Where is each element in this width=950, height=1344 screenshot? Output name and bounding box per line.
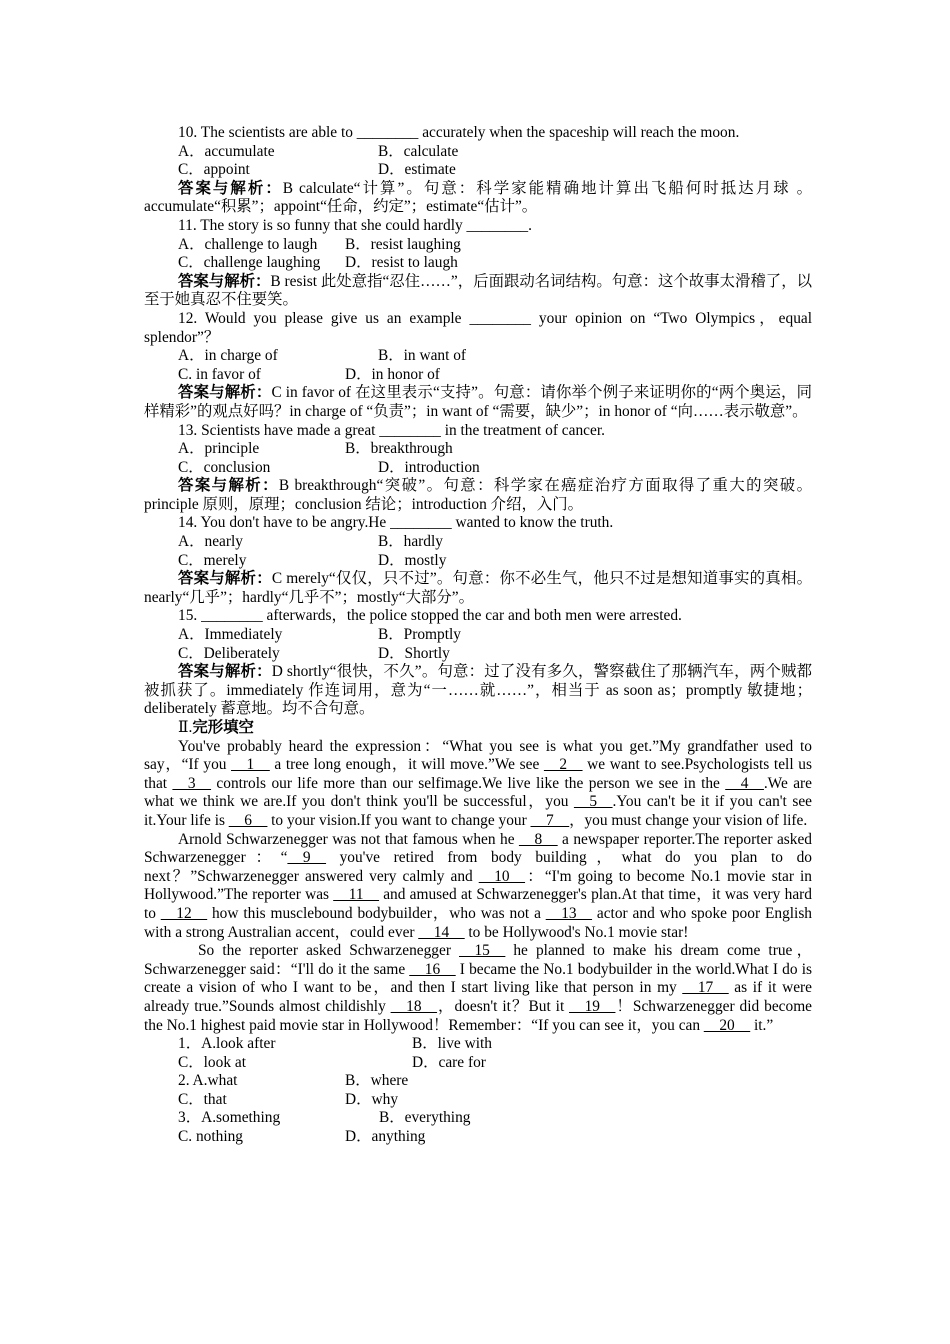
passage-text: actor and who spoke poor English with a strong Australian accent，could ever: [144, 904, 812, 941]
passage-text: ！Schwarzenegger did become the No.1 highest paid movie star in Hollywood！Remember：“If you can see it，you can: [144, 997, 813, 1034]
blank: __15__: [459, 942, 506, 960]
question-13-options-row-1: [144, 440, 812, 459]
option: B．Promptly: [378, 626, 461, 644]
question-12-options-row-1: [144, 347, 812, 366]
option: A．principle: [178, 440, 260, 458]
option: B．everything: [379, 1109, 471, 1127]
question-14-options-row-1: [144, 533, 812, 552]
option: D．estimate: [378, 161, 456, 179]
passage-text: .You can't be it if you can't see it.Your life is: [144, 793, 813, 829]
question-15-options-row-1: [144, 626, 812, 645]
passage-text: as if it were already true.”Sounds almost childishly: [144, 979, 812, 1015]
passage-text: I became the No.1 bodybuilder in the world.What I do is create a vision of who I want to be，and then I start living like that person in my: [144, 960, 812, 997]
document-page: [144, 124, 812, 1147]
cloze-2-options-row-2: [144, 1091, 812, 1110]
option: B．hardly: [378, 533, 443, 551]
option: D．anything: [345, 1128, 426, 1146]
option: 1．A.look after: [178, 1035, 276, 1053]
answer-label: 答案与解析：: [178, 179, 283, 197]
option: B．resist laughing: [345, 235, 461, 253]
section-roman: Ⅱ.: [178, 719, 193, 736]
option: 3．A.something: [178, 1109, 281, 1127]
option: D．Shortly: [378, 644, 450, 662]
option: C. nothing: [178, 1128, 243, 1146]
option: D．introduction: [378, 458, 480, 476]
question-13-stem: 13. Scientists have made a great ________ in the treatment of cancer.: [178, 421, 605, 439]
option: D．mostly: [378, 551, 447, 569]
option: C．challenge laughing: [178, 254, 321, 272]
question-13-answer: [144, 477, 812, 514]
cloze-3-options-row-2: [144, 1128, 812, 1147]
question-15-options-row-2: [144, 645, 812, 664]
passage-text: You've probably heard the expression：“What you see is what you get.”My grandfather used to say，“If you: [144, 737, 812, 774]
question-15-answer: [144, 663, 812, 719]
passage-text: he planned to make his dream come true，Schwarzenegger said：“I'll do it the same: [144, 942, 812, 978]
question-12-answer: [144, 384, 812, 421]
question-15-stem: 15. ________ afterwards，the police stopped the car and both men were arrested.: [178, 607, 682, 625]
answer-text: C in favor of 在这里表示“支持”。句意：请你举个例子来证明你的“两个奥运，同样精彩”的观点好吗？in charge of “负责”；in want of “需要，缺少”；in honor of “向……表示敬意”。: [144, 384, 812, 420]
passage-text: ，you must change your vision of life.: [569, 811, 808, 829]
option: B．breakthrough: [345, 440, 453, 458]
blank: __10__: [478, 867, 525, 885]
passage-paragraph-2: [144, 831, 812, 943]
answer-text: B calculate“计算”。句意：科学家能精确地计算出飞船何时抵达月球 。accumulate“积累”；appoint“任命，约定”；estimate“估计”。: [144, 179, 812, 216]
question-13-options-row-2: [144, 459, 812, 478]
blank: __11__: [333, 886, 379, 904]
question-11-options-row-1: [144, 236, 812, 255]
passage-text: Arnold Schwarzenegger was not that famous when he: [178, 830, 520, 848]
passage-text: it.”: [750, 1016, 774, 1034]
question-14-stem: 14. You don't have to be angry.He ________ wanted to know the truth.: [178, 514, 614, 532]
cloze-3-options-row-1: [144, 1109, 812, 1128]
answer-text: C merely“仅仅，只不过”。句意：你不必生气，他只不过是想知道事实的真相。nearly“几乎”；hardly“几乎不”；mostly“大部分”。: [144, 570, 812, 606]
passage-text: .We are what we think we are.If you don't think you'll be successful，you: [144, 774, 813, 811]
question-10-answer: [144, 180, 812, 217]
option: A．accumulate: [178, 142, 275, 160]
blank: __9__: [287, 849, 326, 867]
blank: __18__: [390, 997, 437, 1015]
option: C. in favor of: [178, 365, 261, 383]
passage-text: to your vision.If you want to change your: [267, 811, 531, 829]
question-10-stem: 10. The scientists are able to ________ accurately when the spaceship will reach the moon.: [178, 124, 740, 141]
blank: __19__: [569, 997, 616, 1015]
option: C．merely: [178, 551, 247, 569]
option: C．conclusion: [178, 458, 271, 476]
answer-label: 答案与解析：: [178, 663, 272, 681]
passage-text: we want to see.Psychologists tell us that: [144, 756, 812, 792]
cloze-2-options-row-1: [144, 1072, 812, 1091]
option: A．Immediately: [178, 626, 283, 644]
option: A．in charge of: [178, 347, 278, 365]
option: D．in honor of: [345, 365, 440, 383]
option: D．resist to laugh: [345, 254, 458, 272]
option: 2. A.what: [178, 1072, 238, 1090]
passage-text: you've retired from body building，what do you plan to do next？”Schwarzenegger answered very calmly and: [144, 849, 812, 885]
answer-text: B breakthrough“突破”。句意：科学家在癌症治疗方面取得了重大的突破。principle 原则，原理；conclusion 结论；introduction 介绍，入门。: [144, 477, 812, 513]
blank: __4__: [725, 774, 764, 792]
question-10-options-row-2: [144, 161, 812, 180]
blank: __16__: [409, 960, 456, 978]
blank: __7__: [530, 811, 570, 829]
question-11-stem: 11. The story is so funny that she could hardly ________.: [178, 216, 532, 234]
answer-text: D shortly“很快，不久”。句意：过了没有多久，警察截住了那辆汽车，两个贼都被抓获了。immediately 作连词用，意为“一……就……”，相当于 as soon as；promptly 敏捷地；deliberately 蓄意地。均不合句意。: [144, 663, 812, 718]
passage-paragraph-3: [144, 942, 812, 1035]
passage-text: So the reporter asked Schwarzenegger: [198, 942, 460, 960]
option: B．in want of: [378, 347, 467, 365]
option: A．nearly: [178, 533, 243, 551]
blank: __13__: [545, 904, 592, 922]
blank: __8__: [519, 830, 558, 848]
option: C．appoint: [178, 161, 250, 179]
option: A．challenge to laugh: [178, 235, 318, 253]
passage-text: to be Hollywood's No.1 movie star!: [464, 923, 689, 941]
question-14-answer: [144, 570, 812, 607]
question-11-options-row-2: [144, 254, 812, 273]
answer-label: 答案与解析：: [178, 384, 272, 402]
question-14-options-row-2: [144, 552, 812, 571]
question-12-stem: 12. Would you please give us an example ________ your opinion on “Two Olympics，equal splendor”？: [144, 309, 812, 346]
passage-text: ：“I'm going to become No.1 movie star in Hollywood.”The reporter was: [144, 867, 812, 904]
blank: __1__: [231, 756, 270, 774]
answer-label: 答案与解析：: [178, 570, 272, 588]
blank: __6__: [228, 811, 268, 829]
blank: __5__: [574, 793, 613, 811]
passage-text: ，doesn't it？But it: [436, 997, 570, 1015]
option: B．live with: [412, 1035, 492, 1053]
option: B．calculate: [378, 142, 459, 160]
answer-label: 答案与解析：: [178, 477, 279, 495]
answer-label: 答案与解析：: [178, 272, 271, 290]
blank: __14__: [418, 923, 465, 941]
option: D．care for: [412, 1053, 486, 1071]
passage-paragraph-1: [144, 738, 812, 831]
option: C．Deliberately: [178, 644, 280, 662]
passage-text: a newspaper reporter.The reporter asked Schwarzenegger：“: [144, 830, 812, 867]
option: C．look at: [178, 1053, 246, 1071]
section-heading: [144, 719, 812, 738]
option: D．why: [345, 1090, 399, 1108]
passage-text: a tree long enough，it will move.”We see: [269, 756, 544, 774]
question-11-answer: [144, 273, 812, 310]
cloze-1-options-row-1: [144, 1035, 812, 1054]
blank: __20__: [703, 1016, 751, 1034]
option: B．where: [345, 1072, 409, 1090]
question-10-options-row-1: [144, 143, 812, 162]
blank: __17__: [682, 979, 729, 997]
answer-text: B resist 此处意指“忍住……”，后面跟动名词结构。句意：这个故事太滑稽了，以至于她真忍不住要笑。: [144, 272, 812, 309]
passage-text: how this musclebound bodybuilder，who was not a: [207, 904, 546, 922]
blank: __2__: [543, 756, 583, 774]
cloze-1-options-row-2: [144, 1054, 812, 1073]
passage-text: and amused at Schwarzenegger's plan.At that time，it was very hard to: [144, 886, 812, 922]
passage-text: controls our life more than our selfimage.We live like the person we see in the: [211, 774, 726, 792]
blank: __12__: [160, 904, 208, 922]
blank: __3__: [172, 774, 211, 792]
section-title: 完形填空: [192, 719, 254, 736]
question-12-options-row-2: [144, 366, 812, 385]
option: C．that: [178, 1090, 227, 1108]
